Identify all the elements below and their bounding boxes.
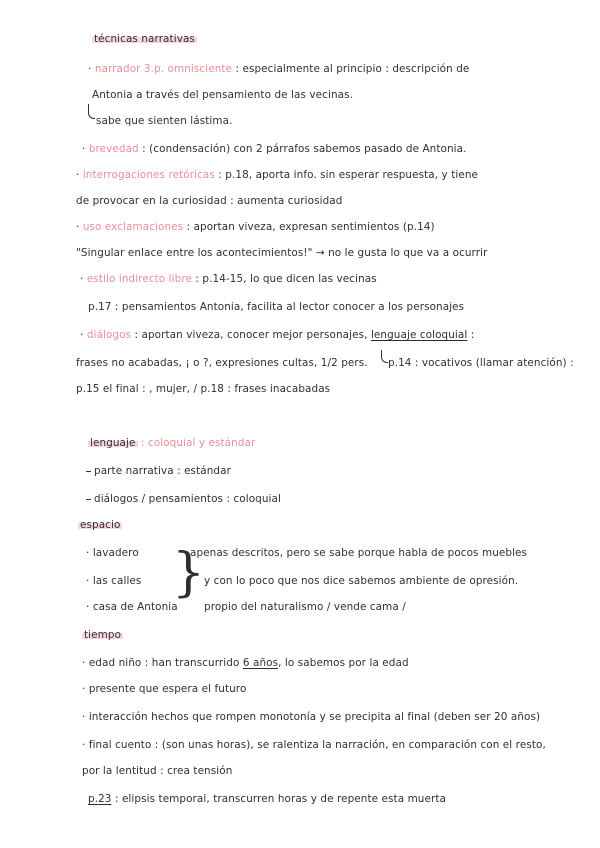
esp2-text: las calles <box>92 575 142 587</box>
brevedad-text: : (condensación) con 2 párrafos sabemos pasado de Antonia. <box>142 143 467 155</box>
line-t1: · edad niño : han transcurrido 6 años, lo sabemos por la edad <box>82 657 409 669</box>
hook-arrow-icon-2 <box>381 350 388 363</box>
line-tiempo-heading <box>82 628 123 642</box>
line-t5 <box>82 764 232 778</box>
line-t2: · presente que espera el futuro <box>82 683 247 695</box>
t1-text: edad niño : han transcurrido <box>88 657 240 669</box>
estilo-text: : p.14-15, lo que dicen las vecinas <box>195 273 377 285</box>
line-espacio-heading <box>78 518 122 532</box>
line-antonia <box>92 88 353 102</box>
p15-text: p.15 el final : , mujer, / p.18 : frases inacabadas <box>76 383 331 395</box>
t3-text: interacción hechos que rompen monotonía y se precipita al final (deben ser 20 años) <box>88 711 541 723</box>
line-t4: · final cuento : (son unas horas), se ralentiza la narración, en comparación con el resto, <box>82 739 546 751</box>
line-brevedad: · brevedad : (condensación) con 2 párrafos sabemos pasado de Antonia. <box>82 143 467 155</box>
t4-text: final cuento : (son unas horas), se ralentiza la narración, en comparación con el resto, <box>88 739 546 751</box>
t1-underlined: 6 años <box>242 657 279 669</box>
line-exclamaciones: · uso exclamaciones : aportan viveza, expresan sentimientos (p.14) <box>76 221 435 233</box>
lenguaje-heading: lenguaje <box>90 437 136 449</box>
line-narrador: · narrador 3.p. omnisciente : especialmente al principio : descripción de <box>88 63 470 75</box>
narrador-text: : especialmente al principio : descripción de <box>235 63 470 75</box>
frases-text: frases no acabadas, ¡ o ?, expresiones cultas, 1/2 pers. <box>76 357 368 369</box>
brevedad-label: brevedad <box>88 143 139 155</box>
line-vocativos <box>388 356 574 370</box>
line-t3: · interacción hechos que rompen monotonía y se precipita al final (deben ser 20 años) <box>82 711 541 723</box>
dash-icon <box>86 499 91 500</box>
line-esp3: · casa de Antonia <box>86 601 178 613</box>
esp3-text: casa de Antonia <box>92 601 178 613</box>
singular-text: "Singular enlace entre los acontecimientos!" → no le gusta lo que va a ocurrir <box>76 247 488 259</box>
esp-r3-text: propio del naturalismo / vende cama / <box>204 601 406 613</box>
espacio-heading: espacio <box>80 519 121 531</box>
line-esp-r2 <box>204 574 518 588</box>
interrogaciones-label: interrogaciones retóricas <box>82 169 215 181</box>
interrogaciones-text: : p.18, aporta info. sin esperar respuesta, y tiene <box>218 169 479 181</box>
line-p17 <box>88 300 464 314</box>
line-len1 <box>86 464 231 478</box>
lenguaje-description: : coloquial y estándar <box>140 437 256 449</box>
line-esp-r1 <box>190 546 527 560</box>
len1-text: parte narrativa : estándar <box>94 465 231 477</box>
brace-icon: } <box>172 543 206 603</box>
line-frases <box>76 356 368 370</box>
lastima-text: sabe que sienten lástima. <box>96 115 233 127</box>
line-lenguaje-heading <box>88 436 255 450</box>
len2-text: diálogos / pensamientos : coloquial <box>94 493 281 505</box>
line-interrogaciones: · interrogaciones retóricas : p.18, aporta info. sin esperar respuesta, y tiene <box>76 169 479 181</box>
line-t6 <box>88 792 446 806</box>
line-dialogos: · diálogos : aportan viveza, conocer mejor personajes, lenguaje coloquial : <box>80 329 475 341</box>
dialogos-colon: : <box>470 329 475 341</box>
line-lastima <box>96 114 233 128</box>
antonia-text: Antonia a través del pensamiento de las vecinas. <box>92 89 354 101</box>
hook-arrow-icon <box>88 104 95 119</box>
line-estilo: · estilo indirecto libre : p.14-15, lo que dicen las vecinas <box>80 273 377 285</box>
dialogos-text: : aportan viveza, conocer mejor personajes, <box>134 329 368 341</box>
vocativos-text: p.14 : vocativos (llamar atención) : <box>388 357 574 369</box>
line-esp-r3 <box>204 600 406 614</box>
t1-text-end: , lo sabemos por la edad <box>278 657 409 669</box>
line-curiosidad <box>76 194 342 208</box>
esp-r2-text: y con lo poco que nos dice sabemos ambiente de opresión. <box>204 575 519 587</box>
dialogos-label: diálogos <box>86 329 132 341</box>
t2-text: presente que espera el futuro <box>88 683 247 695</box>
title-text: técnicas narrativas <box>94 33 195 45</box>
t5-text: por la lentitud : crea tensión <box>82 765 233 777</box>
t6-underlined: p.23 <box>88 793 112 805</box>
narrador-label: narrador 3.p. omnisciente <box>94 63 233 75</box>
t6-text: : elipsis temporal, transcurren horas y de repente esta muerta <box>114 793 447 805</box>
esp-r1-text: apenas descritos, pero se sabe porque habla de pocos muebles <box>190 547 528 559</box>
estilo-label: estilo indirecto libre <box>86 273 192 285</box>
dash-icon <box>86 471 91 472</box>
line-esp1: · lavadero <box>86 547 139 559</box>
p17-text: p.17 : pensamientos Antonia, facilita al lector conocer a los personajes <box>88 301 465 313</box>
line-singular <box>76 246 487 260</box>
tiempo-heading: tiempo <box>84 629 122 641</box>
exclamaciones-label: uso exclamaciones <box>82 221 184 233</box>
curiosidad-text: de provocar en la curiosidad : aumenta curiosidad <box>76 195 343 207</box>
line-p15 <box>76 382 330 396</box>
line-esp2: · las calles <box>86 575 142 587</box>
title <box>92 32 197 46</box>
lenguaje-coloquial-underlined: lenguaje coloquial <box>370 329 468 341</box>
exclamaciones-text: : aportan viveza, expresan sentimientos (p.14) <box>186 221 435 233</box>
line-len2 <box>86 492 281 506</box>
esp1-text: lavadero <box>92 547 139 559</box>
